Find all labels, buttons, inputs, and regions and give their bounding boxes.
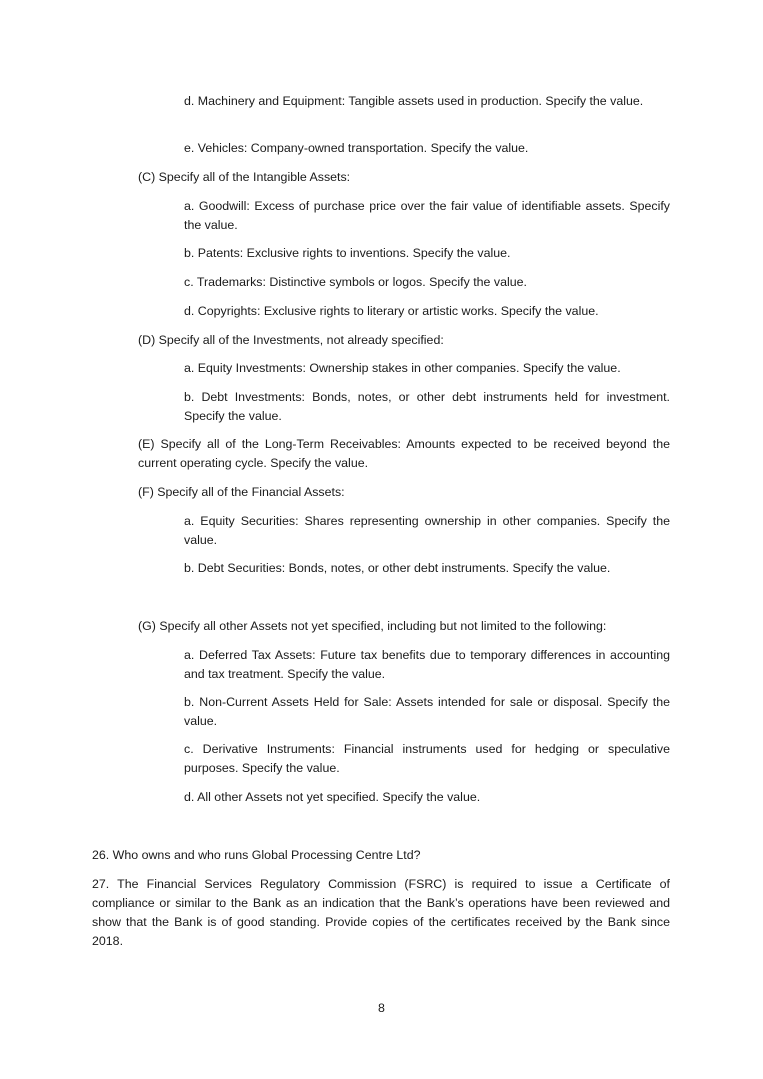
item-trademarks: c. Trademarks: Distinctive symbols or logos. Specify the value. xyxy=(184,275,527,289)
page-number: 8 xyxy=(378,1001,385,1015)
item-all-other-assets: d. All other Assets not yet specified. Specify the value. xyxy=(184,790,481,804)
item-assets-held-for-sale: b. Non-Current Assets Held for Sale: Assets intended for sale or disposal. Specify the value. xyxy=(184,695,670,728)
heading-long-term-receivables: (E) Specify all of the Long-Term Receivables: Amounts expected to be received beyond the current operating cycle. Specify the value. xyxy=(138,437,670,470)
item-debt-securities: b. Debt Securities: Bonds, notes, or other debt instruments. Specify the value. xyxy=(184,561,611,575)
heading-intangible-assets: (C) Specify all of the Intangible Assets: xyxy=(138,170,351,184)
heading-investments: (D) Specify all of the Investments, not already specified: xyxy=(138,333,444,347)
item-equity-investments: a. Equity Investments: Ownership stakes in other companies. Specify the value. xyxy=(184,361,621,375)
item-copyrights: d. Copyrights: Exclusive rights to literary or artistic works. Specify the value. xyxy=(184,304,599,318)
item-goodwill: a. Goodwill: Excess of purchase price over the fair value of identifiable assets. Specify the value. xyxy=(184,199,670,232)
heading-financial-assets: (F) Specify all of the Financial Assets: xyxy=(138,485,345,499)
question-27: 27. The Financial Services Regulatory Commission (FSRC) is required to issue a Certificate of compliance or similar to the Bank as an indication that the Bank’s operations have been reviewed and show that the Bank is of good standing. Provide copies of the certificates received by the Bank since 2018. xyxy=(92,877,670,948)
item-derivative-instruments: c. Derivative Instruments: Financial instruments used for hedging or speculative purposes. Specify the value. xyxy=(184,742,670,775)
item-debt-investments: b. Debt Investments: Bonds, notes, or other debt instruments held for investment. Specify the value. xyxy=(184,390,670,423)
question-26: 26. Who owns and who runs Global Processing Centre Ltd? xyxy=(92,848,421,862)
item-vehicles: e. Vehicles: Company-owned transportation. Specify the value. xyxy=(184,141,529,155)
item-patents: b. Patents: Exclusive rights to inventions. Specify the value. xyxy=(184,246,511,260)
item-deferred-tax-assets: a. Deferred Tax Assets: Future tax benefits due to temporary differences in accounting and tax treatment. Specify the value. xyxy=(184,648,670,681)
heading-other-assets: (G) Specify all other Assets not yet specified, including but not limited to the following: xyxy=(138,619,607,633)
item-equity-securities: a. Equity Securities: Shares representing ownership in other companies. Specify the value. xyxy=(184,514,670,547)
item-machinery-equipment: d. Machinery and Equipment: Tangible assets used in production. Specify the value. xyxy=(184,94,644,108)
